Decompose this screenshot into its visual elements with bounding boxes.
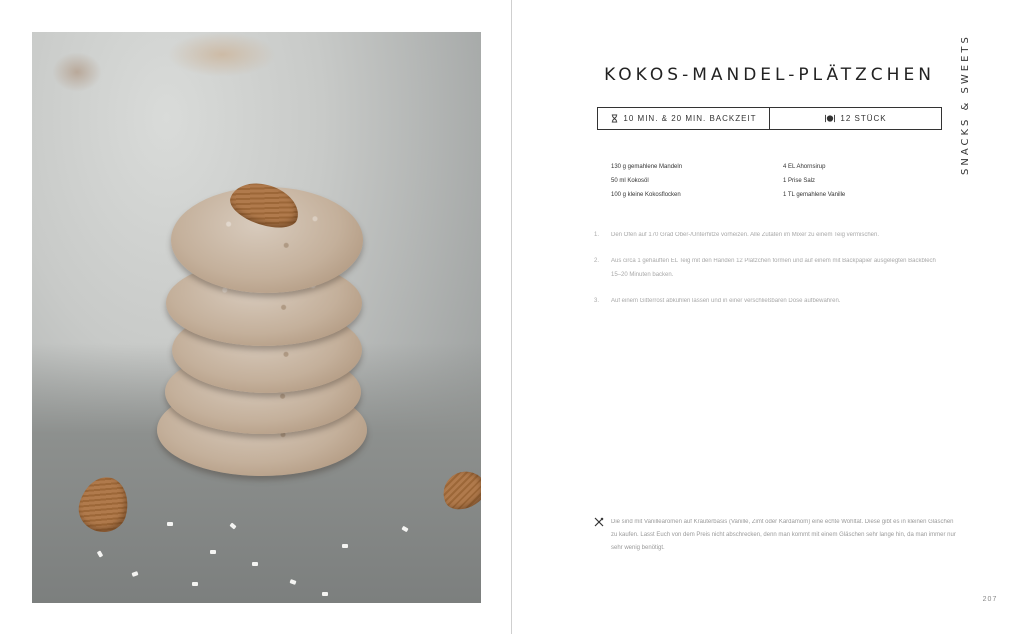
step-item — [594, 294, 944, 308]
plate-cutlery-icon — [824, 114, 836, 123]
ingredient-item: 100 g kleine Kokosflocken — [611, 192, 681, 198]
ingredient-item: 130 g gemahlene Mandeln — [611, 164, 683, 170]
tip-text: Die sind mit Vanillearomen auf Kräuterbasis (Vanille, Zimt oder Kardamom) eine echte Wohltat. Diese gibt es in kleinen Gläschen zu kaufen. Lasst Euch von dem Preis nicht abschrecken, denn man kommt mit einem Gläschen sehr lange hin, da man immer nur sehr wenig benötigt. — [611, 519, 956, 551]
hourglass-icon — [610, 114, 619, 123]
coconut-flake — [342, 544, 348, 548]
step-number: 1. — [594, 232, 600, 238]
recipe-tip — [594, 516, 961, 555]
coconut-flake — [192, 582, 198, 586]
page-number: 207 — [982, 596, 998, 603]
step-item — [594, 254, 944, 282]
blurred-almond — [167, 32, 277, 77]
blurred-almond — [52, 52, 102, 92]
step-text: Aus circa 1 gehäuften EL Teig mit den Händen 12 Plätzchen formen und auf einem mit Backpapier ausgelegten Backblech 15–20 Minuten backen. — [611, 258, 936, 278]
step-number: 3. — [594, 298, 600, 304]
coconut-flake — [167, 522, 173, 526]
prep-time — [598, 108, 769, 129]
ingredient-item: 1 TL gemahlene Vanille — [783, 192, 846, 198]
recipe-title: KOKOS-MANDEL-PLÄTZCHEN — [604, 65, 935, 86]
ingredient-item: 4 EL Ahornsirup — [783, 164, 826, 170]
ingredient-item: 50 ml Kokosöl — [611, 178, 649, 184]
section-label: SNACKS & SWEETS — [960, 34, 971, 175]
ingredient-column-right — [783, 160, 845, 202]
cookie-stack-photo — [32, 32, 481, 603]
prep-time-text: 10 MIN. & 20 MIN. BACKZEIT — [623, 114, 757, 123]
step-item — [594, 228, 944, 242]
ingredient-item: 1 Prise Salz — [783, 178, 816, 184]
coconut-flake — [252, 562, 258, 566]
yield — [769, 108, 941, 129]
ingredient-column-left — [611, 160, 682, 202]
step-text: Auf einem Gitterrost abkühlen lassen und in einer verschließbaren Dose aufbewahren. — [611, 298, 841, 304]
instruction-steps — [594, 228, 944, 320]
step-number: 2. — [594, 258, 600, 264]
coconut-flake — [322, 592, 328, 596]
coconut-flake — [210, 550, 216, 554]
recipe-info-box — [597, 107, 942, 130]
fork-knife-icon — [594, 517, 604, 527]
yield-text: 12 STÜCK — [840, 114, 887, 123]
step-text: Den Ofen auf 170 Grad Ober-/Unterhitze vorheizen. Alle Zutaten im Mixer zu einem Teig vermischen. — [611, 232, 880, 238]
